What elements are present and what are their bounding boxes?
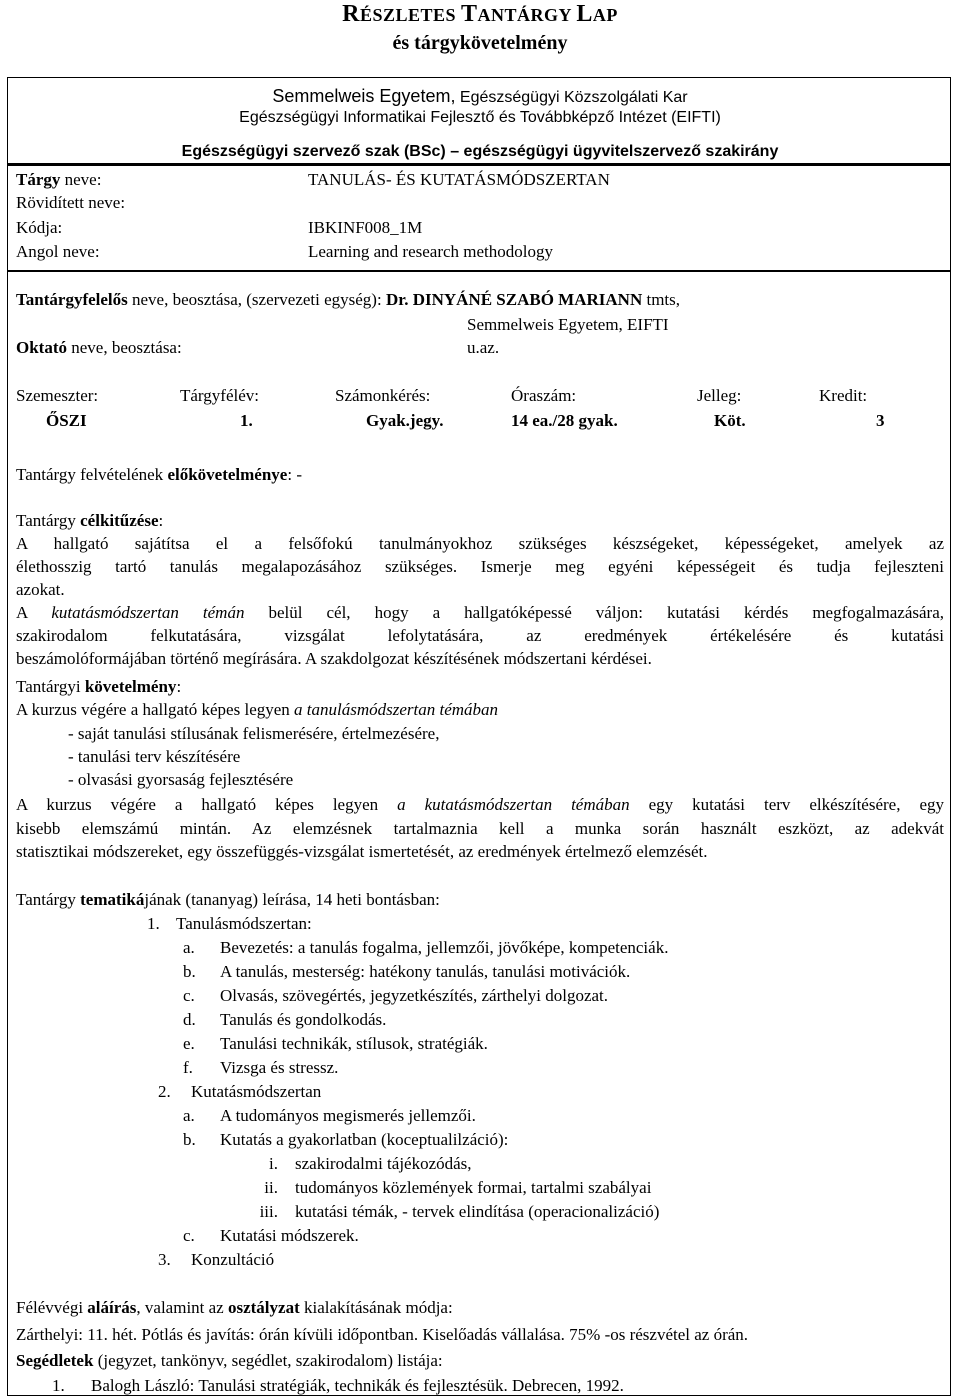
section-2-subitem: kutatási témák, - tervek elindítása (operacionalizáció) xyxy=(295,1202,660,1221)
section-3-title: Konzultáció xyxy=(191,1250,275,1269)
section-1-item-marker: f. xyxy=(183,1058,193,1077)
section-2-title: Kutatásmódszertan xyxy=(191,1082,322,1101)
goals-line-2: élethosszig tartó tanulás megalapozásához szükséges. Ismerje meg egyéni képességeit és tudja fejleszteni xyxy=(16,557,944,576)
hours-value: 14 ea./28 gyak. xyxy=(511,411,618,430)
page-subtitle: és tárgykövetelmény xyxy=(392,32,568,54)
responsible-line: Tantárgyfelelős neve, beosztása, (szervezeti egység): Dr. DINYÁNÉ SZABÓ MARIANN tmts, xyxy=(16,290,681,309)
section-3-number: 3. xyxy=(158,1250,171,1269)
requirements-line-4: statisztikai módszereket, egy összefüggés-vizsgálat ismertetését, az eredmények értelmező elemzését. xyxy=(16,842,708,861)
section-2-item-c: Kutatási módszerek. xyxy=(220,1226,359,1245)
divider-thick xyxy=(8,163,950,166)
section-1-item-marker: a. xyxy=(183,938,195,957)
half-value: 1. xyxy=(240,411,253,430)
section-2-subitem: tudományos közlemények formai, tartalmi szabályai xyxy=(295,1178,652,1197)
goals-line-3: azokat. xyxy=(16,580,65,599)
university-name: Semmelweis Egyetem, xyxy=(272,86,456,106)
section-2-subitem-marker: ii. xyxy=(264,1178,278,1197)
requirements-line-2: A kurzus végére a hallgató képes legyen a kutatásmódszertan témában egy kutatási terv elkészítésére, egy xyxy=(16,795,944,814)
institution-line xyxy=(0,86,960,108)
section-2-item-b-marker: b. xyxy=(183,1130,196,1149)
aids-label: Segédletek (jegyzet, tankönyv, segédlet, szakirodalom) listája: xyxy=(16,1351,443,1370)
section-1-item: Tanulási technikák, stílusok, stratégiák. xyxy=(220,1034,488,1053)
goals-line-4: A kutatásmódszertan témán belül cél, hogy a hallgatóképessé váljon: kutatási kérdés megfogalmazására, xyxy=(16,603,945,622)
teacher-value: u.az. xyxy=(467,338,500,357)
institute-name: Egészségügyi Informatikai Fejlesztő és Továbbképző Intézet (EIFTI) xyxy=(239,109,721,126)
requirements-line-3: kisebb elemszámú mintán. Az elemzésnek tartalmaznia kell a munka során használt eszközt, az adekvát xyxy=(16,819,944,838)
requirements-bullet-1: - saját tanulási stílusának felismerésére, értelmezésére, xyxy=(68,724,440,743)
divider xyxy=(8,270,950,272)
credit-label: Kredit: xyxy=(819,386,868,405)
section-1-item: Bevezetés: a tanulás fogalma, jellemzői, jövőképe, kompetenciák. xyxy=(220,938,669,957)
syllabus-label: Tantárgy tematikájának (tananyag) leírása, 14 heti bontásban: xyxy=(16,890,440,909)
section-2-subitem-marker: i. xyxy=(269,1154,278,1173)
assessment-text: Zárthelyi: 11. hét. Pótlás és javítás: órán kívüli időpontban. Kiselőadás vállalása. 75% -os részvétel az órán. xyxy=(16,1325,749,1344)
subject-name-label: Tárgy neve: xyxy=(16,170,102,189)
program-name: Egészségügyi szervező szak (BSc) – egészségügyi ügyvitelszervező szakirány xyxy=(181,143,779,160)
semester-value: ŐSZI xyxy=(46,411,87,430)
type-label: Jelleg: xyxy=(697,386,742,405)
half-label: Tárgyfélév: xyxy=(180,386,259,405)
code-label: Kódja: xyxy=(16,218,63,237)
section-1-number: 1. xyxy=(147,914,160,933)
section-1-item-marker: e. xyxy=(183,1034,195,1053)
goals-label: Tantárgy célkitűzése: xyxy=(16,511,164,530)
prerequisite: Tantárgy felvételének előkövetelménye: - xyxy=(16,465,302,484)
section-2-item-a-marker: a. xyxy=(183,1106,195,1125)
assessment-label: Félévvégi aláírás, valamint az osztályzat kialakításának módja: xyxy=(16,1298,453,1317)
section-1-item: Olvasás, szövegértés, jegyzetkészítés, zárthelyi dolgozat. xyxy=(220,986,609,1005)
responsible-org: Semmelweis Egyetem, EIFTI xyxy=(467,315,669,334)
faculty-name: Egészségügyi Közszolgálati Kar xyxy=(459,89,688,106)
semester-label: Szemeszter: xyxy=(16,386,99,405)
short-name-label: Rövidített neve: xyxy=(16,193,126,212)
section-1-item-marker: d. xyxy=(183,1010,196,1029)
requirements-bullet-3: - olvasási gyorsaság fejlesztésére xyxy=(68,770,294,789)
section-2-subitem-marker: iii. xyxy=(259,1202,278,1221)
section-2-item-b: Kutatás a gyakorlatban (koceptualilzáció): xyxy=(220,1130,509,1149)
exam-label: Számonkérés: xyxy=(335,386,431,405)
exam-value: Gyak.jegy. xyxy=(366,411,444,430)
requirements-bullet-2: - tanulási terv készítésére xyxy=(68,747,241,766)
section-1-item: Tanulás és gondolkodás. xyxy=(220,1010,387,1029)
goals-line-6: beszámolóformájában történő megírására. A szakdolgozat készítésének módszertani kérdései. xyxy=(16,649,652,668)
english-name-value: Learning and research methodology xyxy=(308,242,553,261)
section-2-subitem: szakirodalmi tájékozódás, xyxy=(295,1154,472,1173)
english-name-label: Angol neve: xyxy=(16,242,100,261)
subject-name-value: TANULÁS- ÉS KUTATÁSMÓDSZERTAN xyxy=(308,170,610,189)
section-2-item-c-marker: c. xyxy=(183,1226,195,1245)
section-1-item: Vizsga és stressz. xyxy=(220,1058,339,1077)
section-1-item-marker: b. xyxy=(183,962,196,981)
section-1-item: A tanulás, mesterség: hatékony tanulás, tanulási motivációk. xyxy=(220,962,631,981)
type-value: Köt. xyxy=(714,411,746,430)
aids-item: Balogh László: Tanulási stratégiák, technikák és fejlesztésük. Debrecen, 1992. xyxy=(91,1376,624,1395)
requirements-label: Tantárgyi követelmény: xyxy=(16,677,182,696)
section-1-item-marker: c. xyxy=(183,986,195,1005)
requirements-line-1: A kurzus végére a hallgató képes legyen a tanulásmódszertan témában xyxy=(16,700,499,719)
teacher-label: Oktató neve, beosztása: xyxy=(16,338,182,357)
page-title: RÉSZLETES TANTÁRGY LAP xyxy=(342,1,618,27)
section-1-title: Tanulásmódszertan: xyxy=(176,914,312,933)
credit-value: 3 xyxy=(876,411,885,430)
aids-item-number: 1. xyxy=(52,1376,65,1395)
section-2-item-a: A tudományos megismerés jellemzői. xyxy=(220,1106,476,1125)
section-2-number: 2. xyxy=(158,1082,171,1101)
code-value: IBKINF008_1M xyxy=(308,218,423,237)
hours-label: Óraszám: xyxy=(511,386,577,405)
goals-line-5: szakirodalom felkutatására, vizsgálat lefolytatására, az eredmények értékelésére és kutatási xyxy=(16,626,944,645)
goals-line-1: A hallgató sajátítsa el a felsőfokú tanulmányokhoz szükséges készségeket, képességeket, amelyek az xyxy=(16,534,944,553)
